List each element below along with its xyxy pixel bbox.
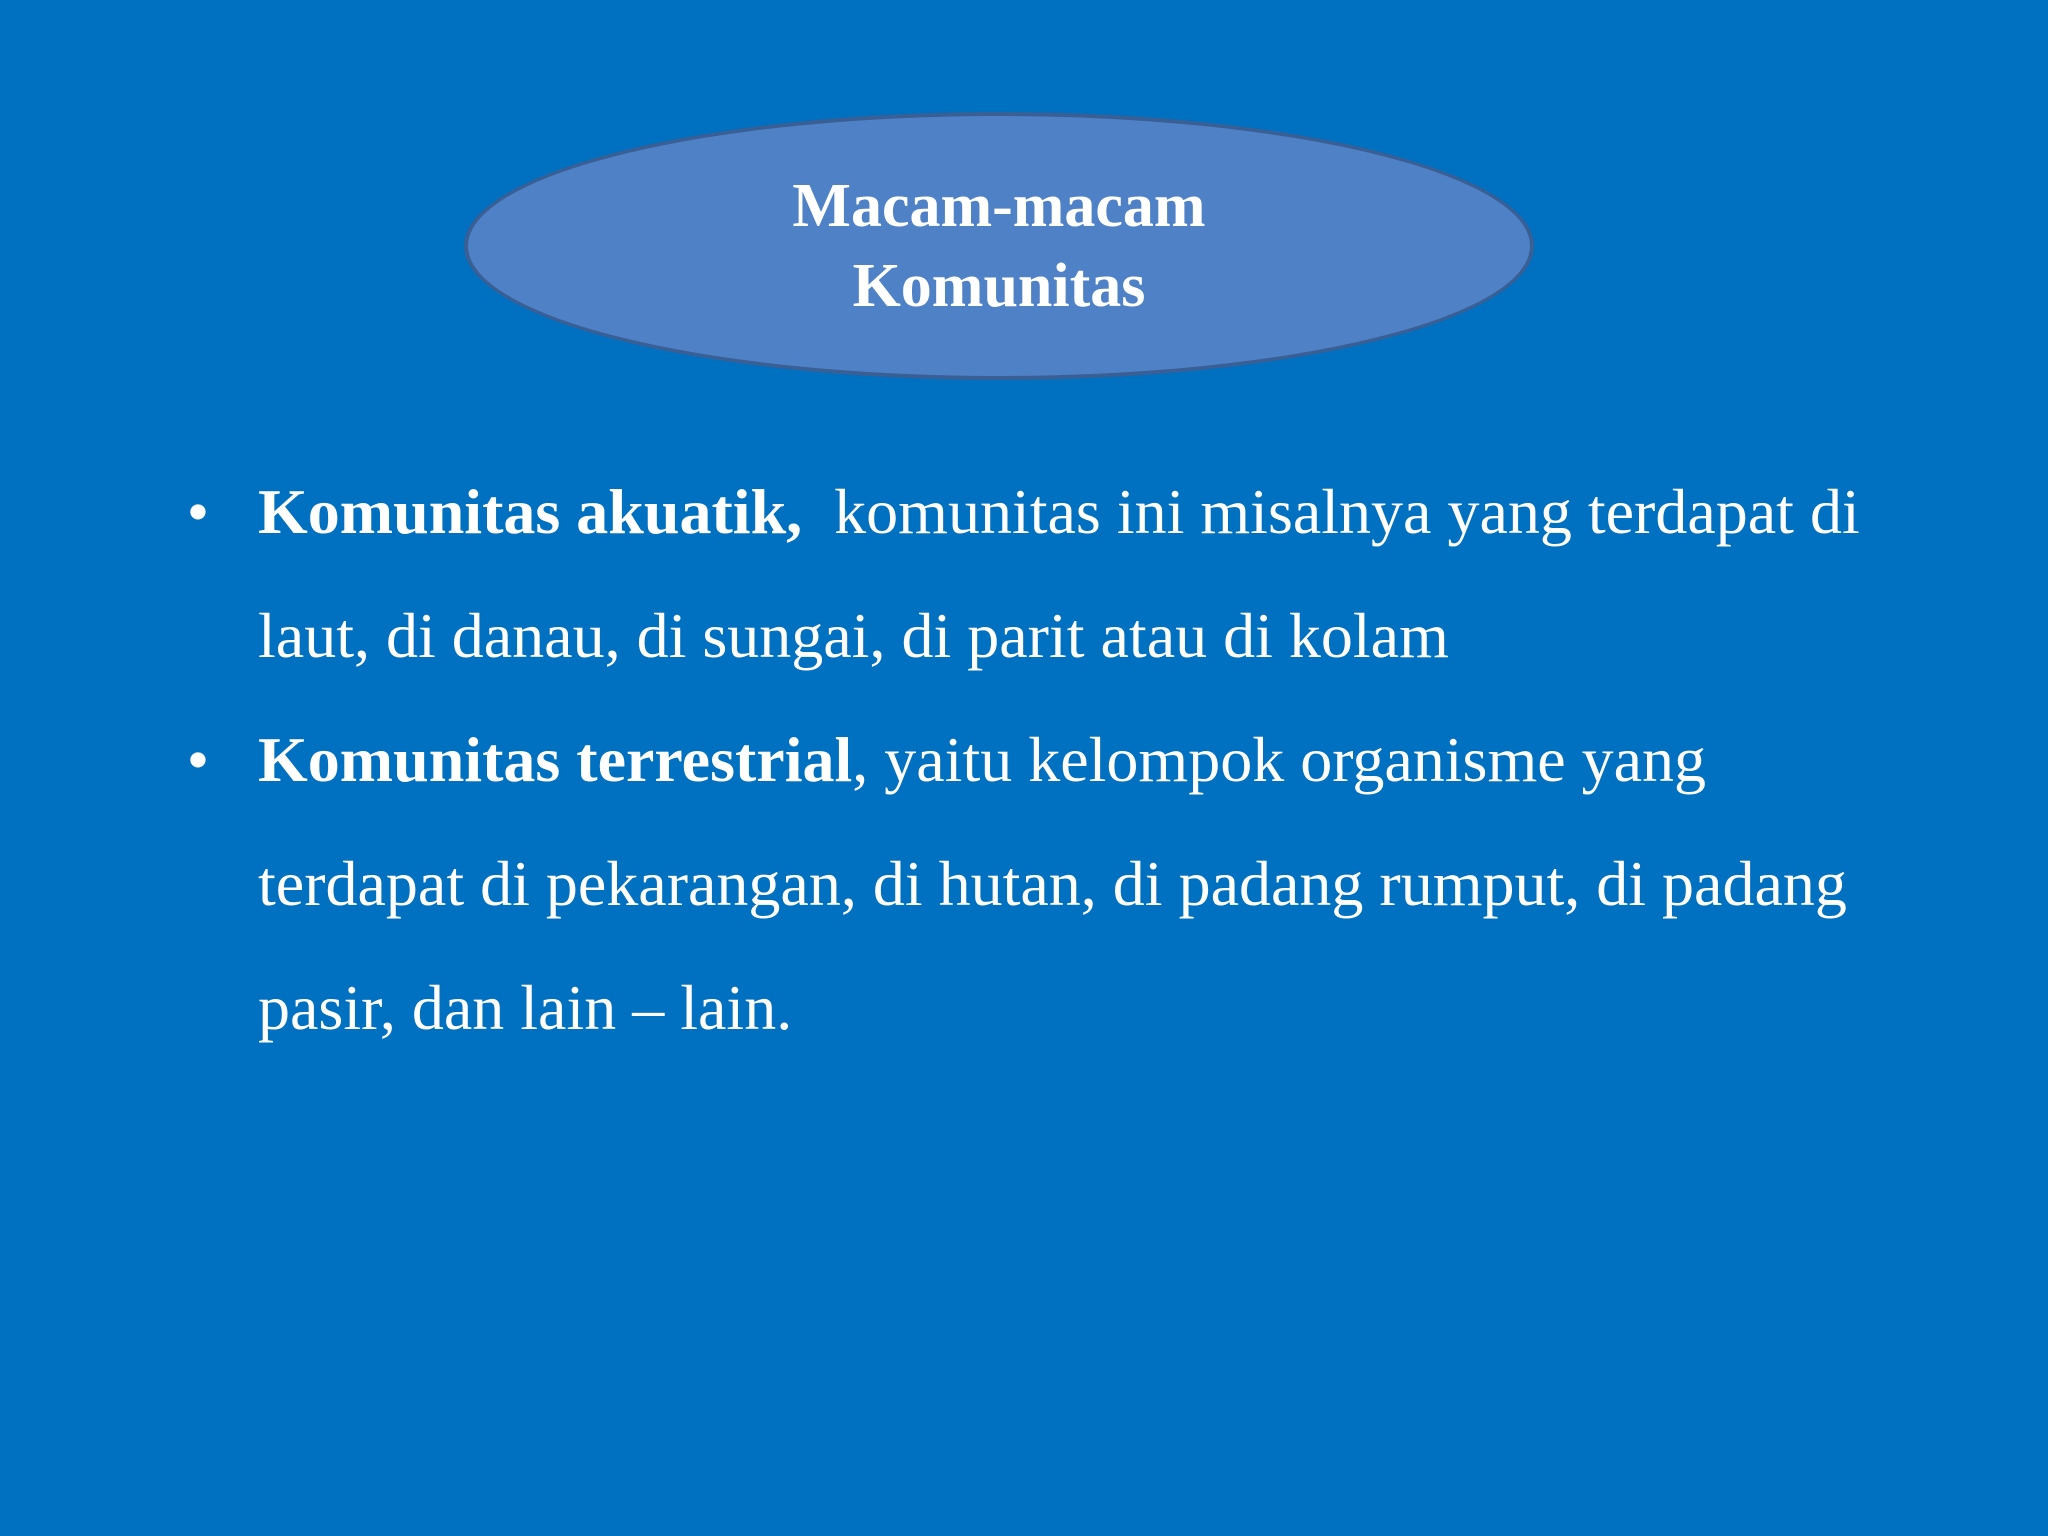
bullet-icon: • [186, 724, 210, 795]
title-line-2: Komunitas [852, 252, 1146, 320]
bullet-list [178, 450, 1878, 1070]
bullet-text [258, 476, 1876, 671]
bullet-description: komunitas ini misalnya yang terdapat di laut, di danau, di sungai, di parit atau di kolam [258, 476, 1876, 671]
bullet-item-akuatik [178, 450, 1878, 698]
bullet-icon: • [186, 476, 210, 547]
bullet-term: Komunitas akuatik, [258, 476, 803, 547]
title-ellipse [464, 112, 1534, 380]
bullet-item-terrestrial [178, 698, 1878, 1070]
bullet-description: , yaitu kelompok organisme yang terdapat di pekarangan, di hutan, di padang rumput, di padang pasir, dan lain – lain. [258, 724, 1847, 1043]
bullet-text [258, 724, 1847, 1043]
title-line-1: Macam-macam [792, 172, 1206, 240]
bullet-term: Komunitas terrestrial [258, 724, 853, 795]
